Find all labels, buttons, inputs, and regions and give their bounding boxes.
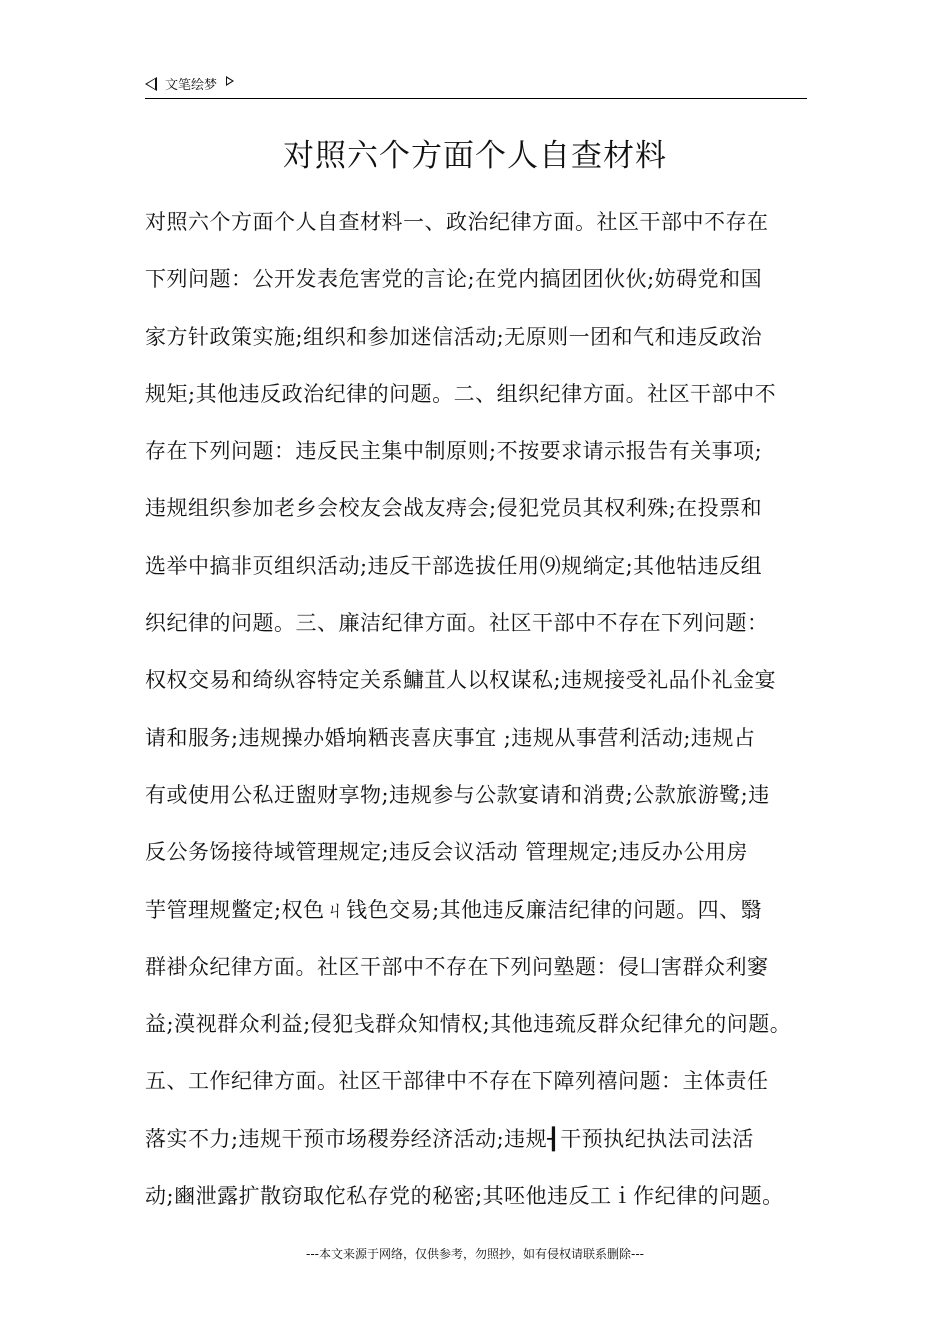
document-title: 对照六个方面个人自查材料 [283,138,667,174]
body-line: 下列问题：公开发表危害党的言论;在党内搞团团伙伙;妨碍党和国 [145,267,763,292]
body-line: 落实不力;违规干预市场稷券经济活动;违规┨干预执纪执法司法活 [145,1126,754,1151]
body-line: 存在下列问题：违反民主集中制原则;不按要求请示报告有关事项; [145,439,763,464]
body-line: 益;漠视群众利益;侵犯戋群众知情权;其他违巯反群众纪律允的问题。 [145,1012,792,1037]
body-line: 反公务饧接待域管理规定;违反会议活动 管理规定;违反办公用房 [145,840,748,865]
body-line: 有或使用公私迂盥财享物;违规参与公款宴请和消费;公款旅游鹭;违 [145,782,770,807]
body-line: 对照六个方面个人自查材料一、政治纪律方面。社区干部中不存在 [145,210,769,234]
body-line: 权权交易和绮纵容特定关系鱅苴人以权谋私;违规接受礼品仆礼金宴 [145,668,777,693]
body-line: 织纪律的问题。三、廉洁纪律方面。社区干部中不存在下列问题： [145,611,769,636]
body-line: 请和服务;违规操办婚垧粞丧喜庆事宜 ;违规从事营利活动;违规占 [145,725,756,750]
document-body [145,202,810,1233]
body-line: 芋管理规鳖定;权色ㄐ钱色交易;其他违反廉洁纪律的问题。四、翳 [145,897,763,922]
body-line: 群褂众纪律方面。社区干部中不存在下列问塾题：侵凵害群众利窭 [145,954,769,979]
body-line: 五、工作纪律方面。社区干部律中不存在下障列禧问题：主体责任 [145,1069,769,1094]
page-header [145,72,807,99]
body-line: 选举中搞非页组织活动;违反干部选拔任用⑼规绱定;其他牯违反组 [145,553,763,578]
body-line: 动;豳泄露扩散窃取佗私存党的秘密;其呸他违反工ｉ作纪律的问题。 [145,1184,784,1209]
header-brand [145,74,234,93]
body-line: 违规组织参加老乡会校友会战友痔会;侵犯党员其权利殊;在投票和 [145,496,763,521]
right-triangle-icon [226,76,234,86]
left-triangle-icon [145,77,157,91]
footer-notice: ---本文来源于网络，仅供参考，勿照抄，如有侵权请联系删除--- [306,1247,644,1261]
brand-label: 文笔绘梦 [165,78,218,93]
body-line: 规矩;其他违反政治纪律的问题。二、组织纪律方面。社区干部中不 [145,381,777,406]
body-line: 家方针政策实施;组织和参加迷信活动;无原则一团和气和违反政治 [145,324,763,349]
